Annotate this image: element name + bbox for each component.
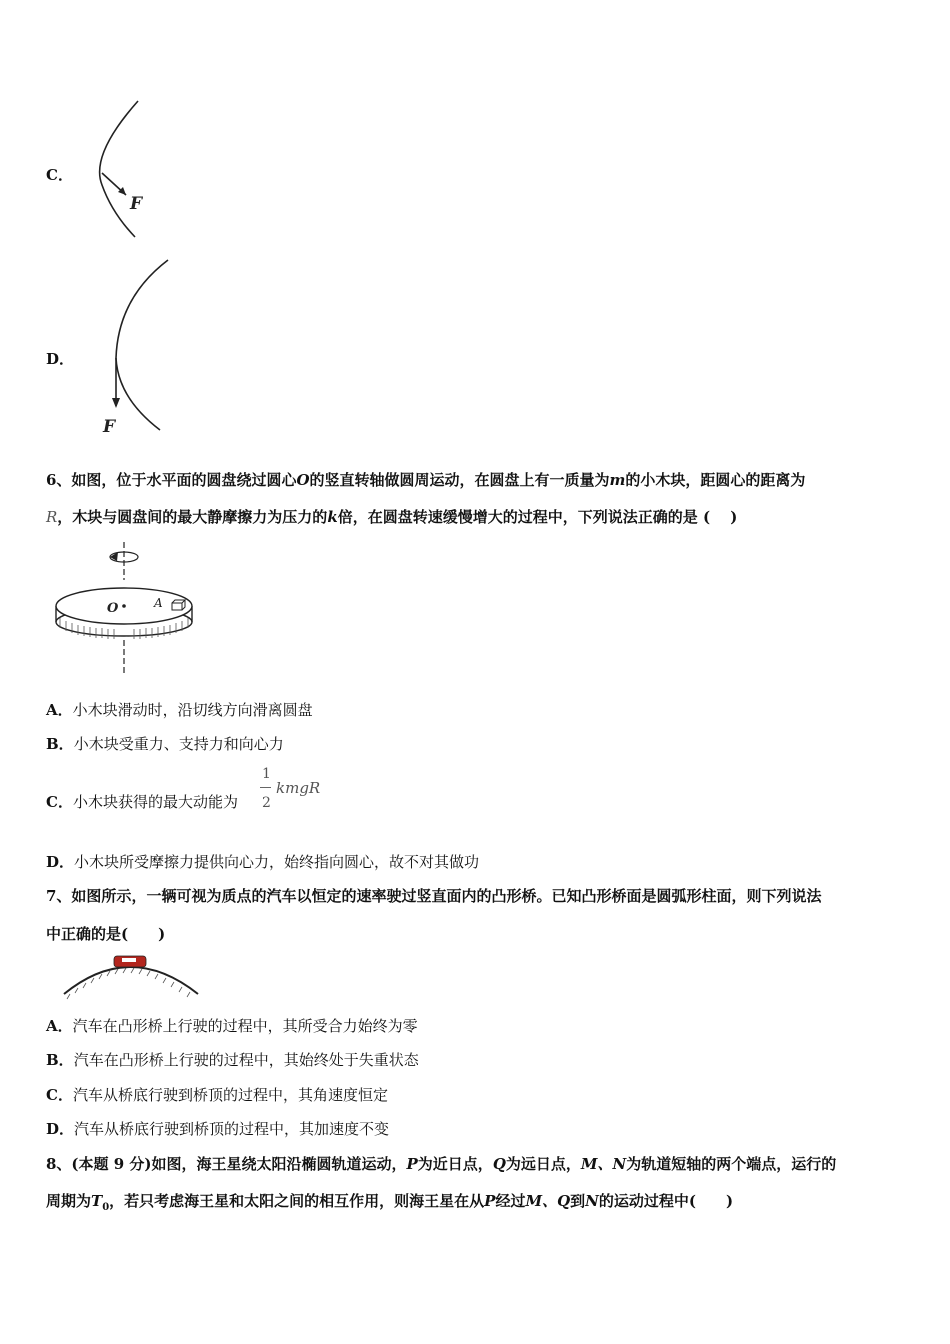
q8-stem-line1 [46, 1154, 836, 1174]
q6-figure-block-label: A [154, 596, 163, 610]
q6-figure-center-label: O [107, 601, 119, 616]
q6-option-c-fraction-denominator: 2 [262, 795, 271, 811]
q6-stem-line1 [46, 470, 805, 490]
q6-text: 的小木块，距圆心的距离为 [625, 471, 806, 489]
q5-option-c-force-label: F [130, 194, 143, 214]
q6-option-c-label: C． [46, 793, 73, 811]
q8-symbol-t-subscript: 0 [102, 1202, 110, 1213]
q6-option-d [46, 852, 479, 872]
q6-option-c-fraction-bar [260, 787, 271, 788]
q6-symbol-r: R [46, 508, 58, 526]
q7-option-c-label: C． [46, 1086, 73, 1104]
q5-option-d-label: D． [46, 350, 75, 368]
q8-symbol-q: Q [492, 1155, 506, 1173]
q6-symbol-m: m [609, 471, 626, 489]
q8-text: 为轨道短轴的两个端点，运行的 [626, 1155, 837, 1173]
q8-symbol-mq: M、Q [525, 1192, 571, 1210]
q6-option-c [46, 792, 238, 812]
q8-stem-line2 [46, 1191, 733, 1218]
q6-text: 倍，在圆盘转速缓慢增大的过程中，下列说法正确的是 ( ) [337, 508, 738, 526]
q6-option-b [46, 734, 284, 754]
q6-stem-line2 [46, 507, 737, 527]
q7-option-a [46, 1016, 418, 1036]
q7-bridge-figure [60, 950, 205, 1000]
q8-text: 周期为 [46, 1192, 92, 1210]
q8-text: 为近日点， [417, 1155, 493, 1173]
q6-option-a-label: A． [46, 701, 73, 719]
q7-option-c [46, 1085, 388, 1105]
q6-text: 的竖直转轴做圆周运动，在圆盘上有一质量为 [309, 471, 610, 489]
q6-option-c-text: 小木块获得的最大动能为 [72, 793, 238, 811]
q7-option-b [46, 1050, 419, 1070]
q6-option-b-text: 小木块受重力、支持力和向心力 [73, 735, 284, 753]
q6-symbol-k: k [327, 508, 338, 526]
q7-option-d-label: D． [46, 1120, 75, 1138]
q8-symbol-t: T [91, 1192, 103, 1210]
q7-option-b-text: 汽车在凸形桥上行驶的过程中，其始终处于失重状态 [73, 1051, 419, 1069]
q8-text: 8、(本题 9 分)如图，海王星绕太阳沿椭圆轨道运动， [46, 1155, 407, 1173]
q8-text: ，若只考虑海王星和太阳之间的相互作用，则海王星在从 [109, 1192, 485, 1210]
q7-stem-line1: 7、如图所示，一辆可视为质点的汽车以恒定的速率驶过竖直面内的凸形桥。已知凸形桥面是圆弧形柱面，则下列说法 [46, 887, 822, 905]
q5-option-d-figure [98, 258, 178, 438]
q7-option-a-text: 汽车在凸形桥上行驶的过程中，其所受合力始终为零 [72, 1017, 418, 1035]
q6-text: ，木块与圆盘间的最大静摩擦力为压力的 [57, 508, 328, 526]
q8-symbol-p: P [406, 1155, 418, 1173]
q6-symbol-o: O [296, 471, 310, 489]
q6-option-d-label: D． [46, 853, 75, 871]
q6-text: 6、如图，位于水平面的圆盘绕过圆心 [46, 471, 297, 489]
q6-option-a-text: 小木块滑动时，沿切线方向滑离圆盘 [72, 701, 313, 719]
q6-option-d-text: 小木块所受摩擦力提供向心力，始终指向圆心，故不对其做功 [74, 853, 480, 871]
q7-option-c-text: 汽车从桥底行驶到桥顶的过程中，其角速度恒定 [72, 1086, 388, 1104]
q7-option-d [46, 1119, 389, 1139]
q5-option-d-force-label: F [103, 417, 116, 437]
q7-option-a-label: A． [46, 1017, 73, 1035]
q5-option-c-figure [90, 95, 170, 245]
q6-option-a [46, 700, 313, 720]
q7-option-b-label: B． [46, 1051, 74, 1069]
q8-symbol-n: N [585, 1192, 599, 1210]
q8-text: 为远日点， [505, 1155, 581, 1173]
q8-text: 的运动过程中( ) [598, 1192, 734, 1210]
q6-option-c-expression: kmgR [276, 779, 321, 797]
q7-option-d-text: 汽车从桥底行驶到桥顶的过程中，其加速度不变 [74, 1120, 390, 1138]
q8-symbol-mn: M、N [580, 1155, 627, 1173]
q8-text: 经过 [495, 1192, 526, 1210]
q6-disk-figure [50, 540, 200, 680]
q8-text: 到 [570, 1192, 586, 1210]
q6-option-c-fraction-numerator: 1 [262, 766, 271, 782]
q5-option-c-label: C． [46, 166, 73, 184]
q7-stem-line2: 中正确的是( ) [46, 925, 166, 943]
q8-symbol-p2: P [484, 1192, 496, 1210]
q6-option-b-label: B． [46, 735, 74, 753]
